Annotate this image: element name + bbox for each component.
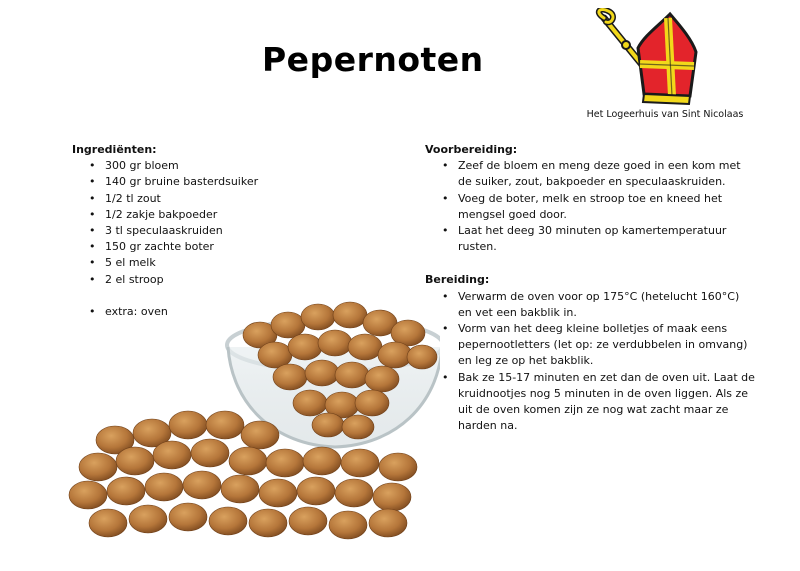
preparation-step: • Laat het deeg 30 minuten op kamertemperatuur rusten. xyxy=(425,223,755,255)
preparation-step: • Voeg de boter, melk en stroop toe en kneed het mengsel goed door. xyxy=(425,191,755,223)
baking-list xyxy=(425,289,755,435)
baking-step: • Bak ze 15-17 minuten en zet dan de oven uit. Laat de kruidnootjes nog 5 minuten in de oven liggen. Als ze uit de oven komen zijn ze nog wat zacht maar ze harden na. xyxy=(425,370,755,435)
ingredient-item: • 1/2 zakje bakpoeder xyxy=(72,207,372,223)
extra-item: • extra: oven xyxy=(72,304,372,320)
preparation-heading: Voorbereiding: xyxy=(425,143,518,156)
baking-step: • Vorm van het deeg kleine bolletjes of maak eens pepernootletters (let op: ze verdubbelen in omvang) en leg ze op het bakblik. xyxy=(425,321,755,370)
baking-heading: Bereiding: xyxy=(425,273,490,287)
ingredient-item: • 3 tl speculaaskruiden xyxy=(72,223,372,239)
logo-caption: Het Logeerhuis van Sint Nicolaas xyxy=(586,109,744,120)
pepernoten-photo xyxy=(60,285,440,555)
ingredient-item: • 300 gr bloem xyxy=(72,158,372,174)
ingredient-item: • 140 gr bruine basterdsuiker xyxy=(72,174,372,190)
ingredients-list xyxy=(72,158,372,288)
baking-step: • Verwarm de oven voor op 175°C (hetelucht 160°C) en vet een bakblik in. xyxy=(425,289,755,321)
instructions-section xyxy=(425,142,755,434)
ingredient-item: • 1/2 tl zout xyxy=(72,191,372,207)
page-title: Pepernoten xyxy=(262,40,484,79)
ingredient-item: • 2 el stroop xyxy=(72,272,372,288)
preparation-step: • Zeef de bloem en meng deze goed in een kom met de suiker, zout, bakpoeder en speculaaskruiden. xyxy=(425,158,755,190)
ingredients-heading: Ingrediënten: xyxy=(72,143,157,156)
preparation-list xyxy=(425,158,755,255)
ingredient-item: • 5 el melk xyxy=(72,255,372,271)
ingredient-item: • 150 gr zachte boter xyxy=(72,239,372,255)
